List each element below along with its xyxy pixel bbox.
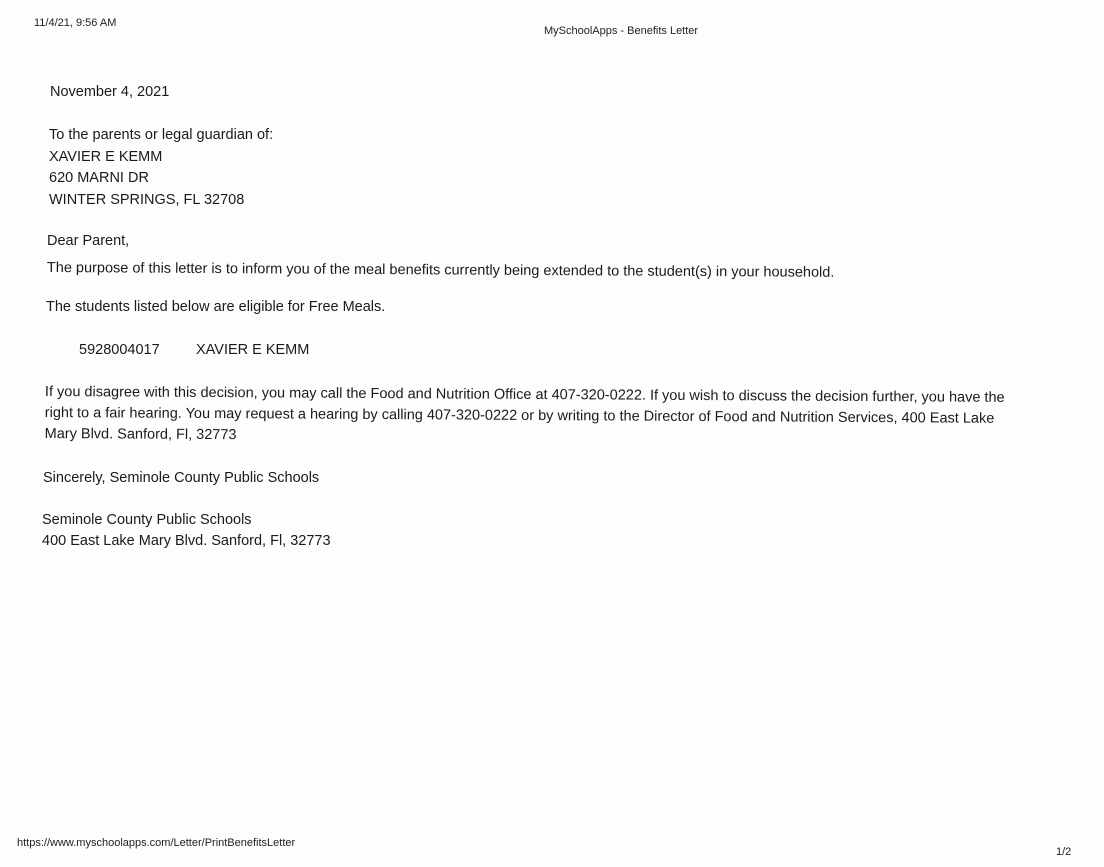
signature-org: Seminole County Public Schools bbox=[42, 512, 252, 528]
student-row bbox=[79, 340, 309, 361]
closing: Sincerely, Seminole County Public Schools bbox=[43, 470, 320, 486]
disagreement-line: If you disagree with this decision, you may call the Food and Nutrition Office at 407-320-0222. If you wish to discuss the decision further, you have the bbox=[44, 383, 1005, 406]
recipient-name: XAVIER E KEMM bbox=[49, 148, 163, 165]
purpose-statement: The purpose of this letter is to inform you of the meal benefits currently being extended to the student(s) in your household. bbox=[46, 259, 835, 281]
disagreement-line: right to a fair hearing. You may request a hearing by calling 407-320-0222 or by writing to the Director of Food and Nutrition Services, 400 East Lake bbox=[44, 404, 995, 427]
recipient-city-state-zip: WINTER SPRINGS, FL 32708 bbox=[49, 191, 245, 208]
salutation: Dear Parent, bbox=[47, 233, 130, 249]
print-page-title: MySchoolApps - Benefits Letter bbox=[544, 25, 699, 37]
disagreement-paragraph bbox=[45, 382, 1045, 451]
recipient-intro: To the parents or legal guardian of: bbox=[49, 127, 274, 143]
eligibility-statement: The students listed below are eligible for Free Meals. bbox=[46, 299, 386, 315]
student-name: XAVIER E KEMM bbox=[196, 342, 310, 358]
print-url: https://www.myschoolapps.com/Letter/PrintBenefitsLetter bbox=[17, 837, 296, 849]
student-id: 5928004017 bbox=[79, 342, 160, 358]
signature-block bbox=[42, 510, 331, 552]
disagreement-line: Mary Blvd. Sanford, Fl, 32773 bbox=[44, 425, 237, 444]
print-timestamp: 11/4/21, 9:56 AM bbox=[34, 17, 117, 29]
signature-address: 400 East Lake Mary Blvd. Sanford, Fl, 32773 bbox=[42, 533, 331, 549]
page-number: 1/2 bbox=[1056, 846, 1072, 858]
recipient-street: 620 MARNI DR bbox=[49, 170, 149, 186]
letter-date: November 4, 2021 bbox=[50, 84, 170, 100]
recipient-address-block bbox=[49, 125, 273, 211]
